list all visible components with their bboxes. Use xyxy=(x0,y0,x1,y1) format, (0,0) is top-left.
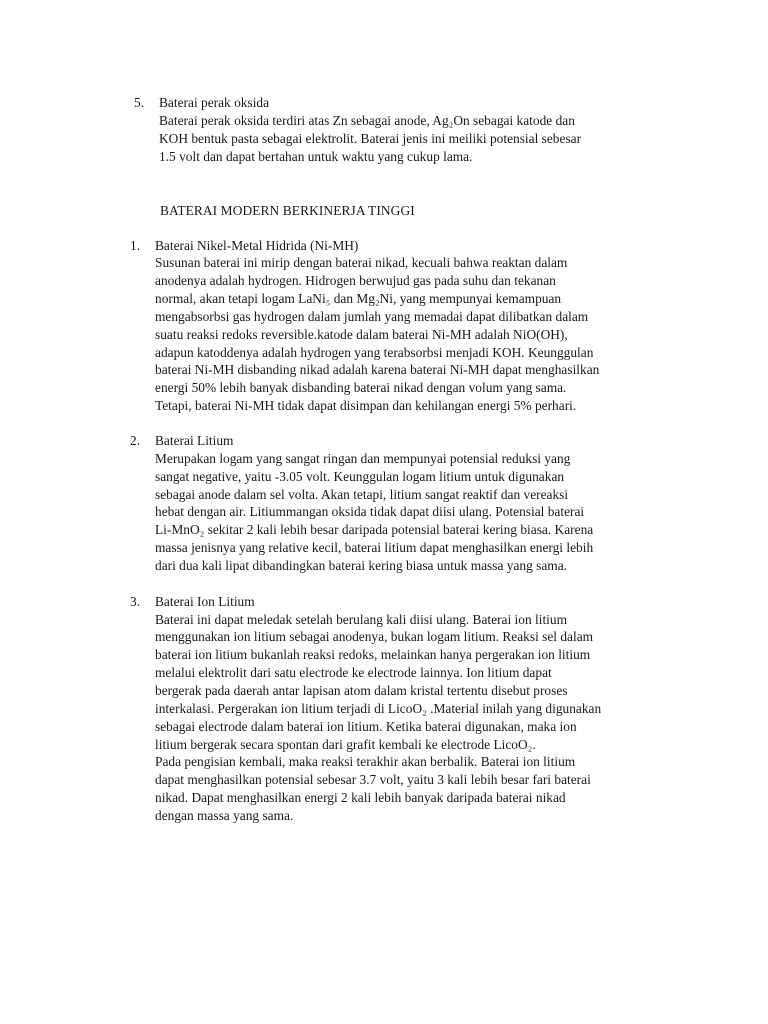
paragraph-line: anodenya adalah hydrogen. Hidrogen berwujud gas pada suhu dan tekanan xyxy=(155,273,556,288)
item-title: Baterai Litium xyxy=(155,433,234,448)
paragraph-line: dapat menghasilkan potensial sebesar 3.7 volt, yaitu 3 kali lebih besar fari baterai xyxy=(155,772,591,787)
item-title: Baterai Nikel-Metal Hidrida (Ni-MH) xyxy=(155,238,359,253)
paragraph-line: menggunakan ion litium sebagai anodenya, bukan logam litium. Reaksi sel dalam xyxy=(155,629,594,644)
list-number: 2. xyxy=(130,433,141,448)
section-heading: BATERAI MODERN BERKINERJA TINGGI xyxy=(160,203,415,218)
paragraph-line: sebagai electrode dalam baterai ion litium. Ketika baterai digunakan, maka ion xyxy=(155,719,577,734)
paragraph-line: hebat dengan air. Litiummangan oksida tidak dapat diisi ulang. Potensial baterai xyxy=(155,504,585,519)
paragraph-line: Pada pengisian kembali, maka reaksi terakhir akan berbalik. Baterai ion litium xyxy=(155,754,576,769)
paragraph-line: litium bergerak secara spontan dari grafit kembali ke electrode LicoO₂. xyxy=(155,737,536,752)
paragraph-line: Tetapi, baterai Ni-MH tidak dapat disimpan dan kehilangan energi 5% perhari. xyxy=(155,398,577,413)
paragraph-line: normal, akan tetapi logam LaNi₅ dan Mg₂Ni, yang mempunyai kemampuan xyxy=(155,291,562,306)
paragraph-line: nikad. Dapat menghasilkan energi 2 kali lebih banyak daripada baterai nikad xyxy=(155,790,566,805)
paragraph-line: sangat negative, yaitu -3.05 volt. Keunggulan logam litium untuk digunakan xyxy=(155,469,565,484)
paragraph-line: dari dua kali lipat dibandingkan baterai kering biasa untuk massa yang sama. xyxy=(155,558,568,573)
item-title: Baterai Ion Litium xyxy=(155,594,255,609)
paragraph-line: 1.5 volt dan dapat bertahan untuk waktu yang cukup lama. xyxy=(159,149,473,164)
paragraph-line: Susunan baterai ini mirip dengan baterai nikad, kecuali bahwa reaktan dalam xyxy=(155,255,568,270)
list-number: 3. xyxy=(130,594,141,609)
section-title: Baterai perak oksida xyxy=(159,95,270,110)
paragraph-line: Merupakan logam yang sangat ringan dan mempunyai potensial reduksi yang xyxy=(155,451,571,466)
paragraph-line: melalui elektrolit dari satu electrode ke electrode lainnya. Ion litium dapat xyxy=(155,665,552,680)
list-number: 5. xyxy=(134,95,145,110)
paragraph-line: interkalasi. Pergerakan ion litium terjadi di LicoO₂ .Material inilah yang digunakan xyxy=(155,701,602,716)
paragraph-line: suatu reaksi redoks reversible.katode dalam baterai Ni-MH adalah NiO(OH), xyxy=(155,327,568,342)
paragraph-line: energi 50% lebih banyak disbanding baterai nikad dengan volum yang sama. xyxy=(155,380,567,395)
paragraph-line: dengan massa yang sama. xyxy=(155,808,294,823)
paragraph-line: baterai Ni-MH disbanding nikad adalah karena baterai Ni-MH dapat menghasilkan xyxy=(155,362,600,377)
paragraph-line: adapun katoddenya adalah hydrogen yang terabsorbsi menjadi KOH. Keunggulan xyxy=(155,345,594,360)
paragraph-line: Li-MnO₂ sekitar 2 kali lebih besar daripada potensial baterai kering biasa. Karena xyxy=(155,522,594,537)
paragraph-line: sebagai anode dalam sel volta. Akan tetapi, litium sangat reaktif dan vereaksi xyxy=(155,487,569,502)
paragraph-line: massa jenisnya yang relative kecil, baterai litium dapat menghasilkan energi lebih xyxy=(155,540,594,555)
list-number: 1. xyxy=(130,238,141,253)
paragraph-line: Baterai perak oksida terdiri atas Zn sebagai anode, Ag₂On sebagai katode dan xyxy=(159,113,575,128)
paragraph-line: Baterai ini dapat meledak setelah berulang kali diisi ulang. Baterai ion litium xyxy=(155,612,568,627)
paragraph-line: bergerak pada daerah antar lapisan atom dalam kristal tertentu disebut proses xyxy=(155,683,568,698)
paragraph-line: mengabsorbsi gas hydrogen dalam jumlah yang memadai dapat dilibatkan dalam xyxy=(155,309,589,324)
paragraph-line: baterai ion litium bukanlah reaksi redoks, melainkan hanya pergerakan ion litium xyxy=(155,647,591,662)
paragraph-line: KOH bentuk pasta sebagai elektrolit. Baterai jenis ini meiliki potensial sebesar xyxy=(159,131,582,146)
